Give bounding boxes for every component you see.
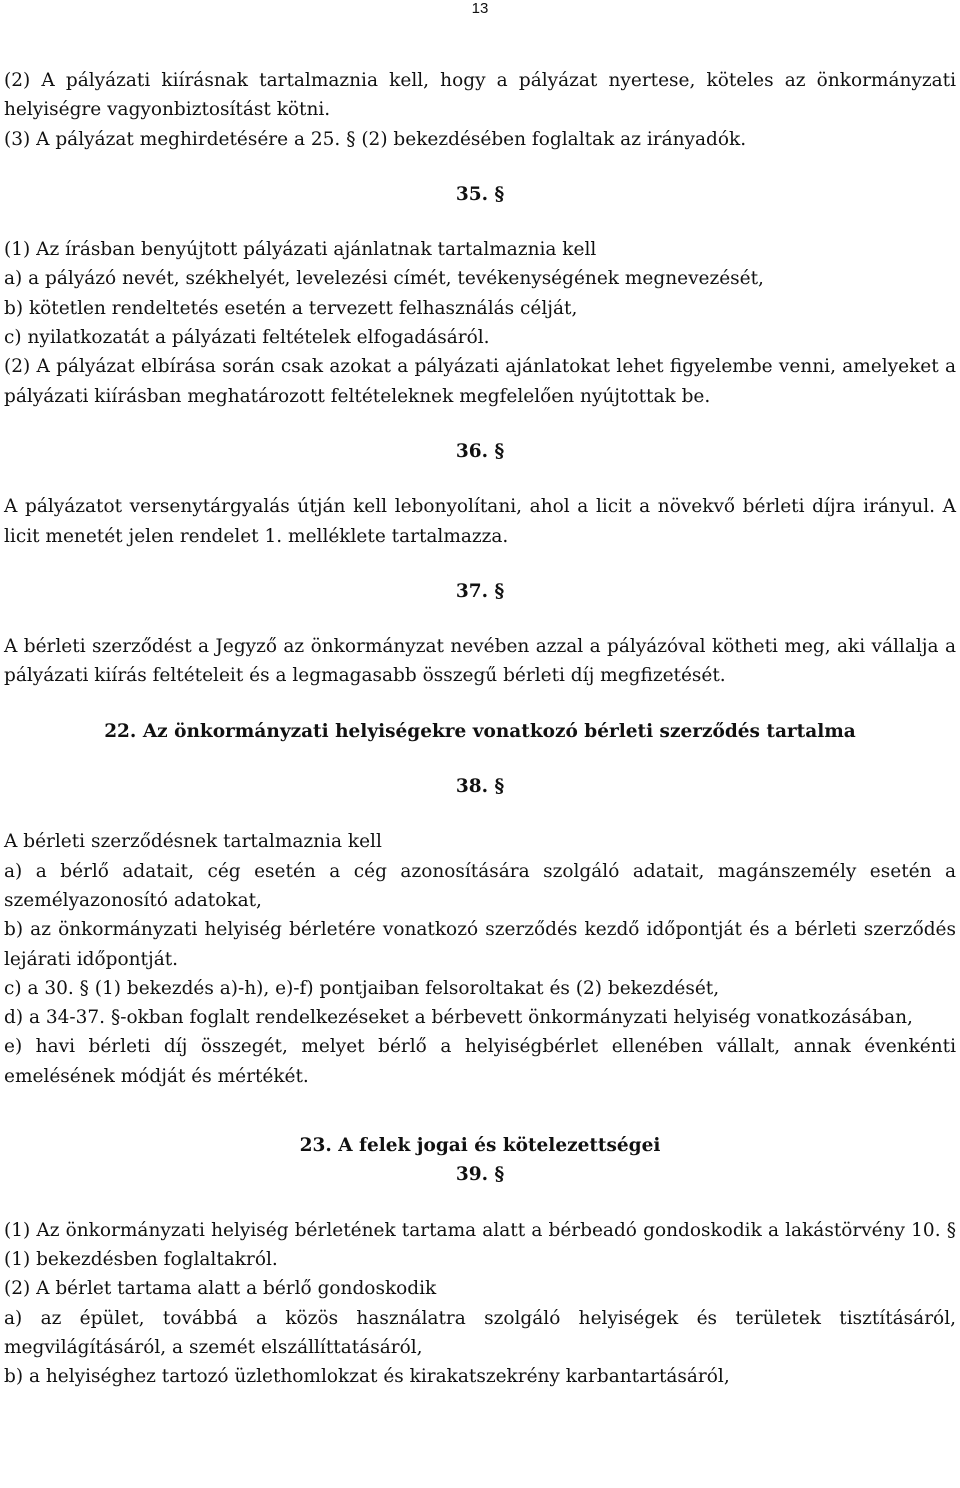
paragraph-35-c: c) nyilatkozatát a pályázati feltételek elfogadásáról.	[4, 327, 490, 349]
section-39-title: 39. §	[455, 1164, 505, 1186]
paragraph-36: A pályázatot versenytárgyalás útján kell lebonyolítani, ahol a licit a növekvő bérleti díjra irányul. A licit menetét jelen rendelet 1. melléklete tartalmazza.	[4, 496, 956, 547]
section-38-title: 38. §	[455, 776, 505, 798]
paragraph-35-1: (1) Az írásban benyújtott pályázati ajánlatnak tartalmaznia kell	[4, 239, 597, 261]
paragraph-39-a: a) az épület, továbbá a közös használatra szolgáló helyiségek és területek tisztításáról, megvilágításáról, a szemét elszállíttatásáról,	[4, 1307, 956, 1358]
paragraph-37: A bérleti szerződést a Jegyző az önkormányzat nevében azzal a pályázóval kötheti meg, aki vállalja a pályázati kiírás feltételeit és a legmagasabb összegű bérleti díj megfizetését.	[4, 636, 956, 687]
chapter-22-heading: 22. Az önkormányzati helyiségekre vonatkozó bérleti szerződés tartalma	[104, 720, 856, 742]
document-body	[4, 66, 956, 1391]
paragraph-38-c: c) a 30. § (1) bekezdés a)-h), e)-f) pontjaiban felsoroltakat és (2) bekezdését,	[4, 977, 720, 999]
paragraph-38-b: b) az önkormányzati helyiség bérletére vonatkozó szerződés kezdő időpontját és a bérleti szerződés lejárati időpontját.	[4, 919, 956, 970]
paragraph-34-3: (3) A pályázat meghirdetésére a 25. § (2) bekezdésében foglaltak az irányadók.	[4, 128, 747, 150]
paragraph-34-2: (2) A pályázati kiírásnak tartalmaznia kell, hogy a pályázat nyertese, köteles az önkormányzati helyiségre vagyonbiztosítást kötni.	[4, 70, 956, 121]
paragraph-35-a: a) a pályázó nevét, székhelyét, levelezési címét, tevékenységének megnevezését,	[4, 268, 764, 290]
section-35-title: 35. §	[455, 183, 505, 205]
section-36-title: 36. §	[455, 440, 505, 462]
paragraph-39-2: (2) A bérlet tartama alatt a bérlő gondoskodik	[4, 1278, 437, 1300]
paragraph-38-a: a) a bérlő adatait, cég esetén a cég azonosítására szolgáló adatait, magánszemély esetén a személyazonosító adatokat,	[4, 860, 956, 911]
paragraph-39-1: (1) Az önkormányzati helyiség bérletének tartama alatt a bérbeadó gondoskodik a lakástörvény 10. § (1) bekezdésben foglaltakról.	[4, 1219, 956, 1270]
paragraph-38-e: e) havi bérleti díj összegét, melyet bérlő a helyiségbérlet ellenében vállalt, annak évenkénti emelésének módját és mértékét.	[4, 1036, 956, 1087]
paragraph-35-2: (2) A pályázat elbírása során csak azokat a pályázati ajánlatokat lehet figyelembe venni, amelyeket a pályázati kiírásban meghatározott feltételeknek megfelelően nyújtottak be.	[4, 356, 956, 407]
chapter-23-heading: 23. A felek jogai és kötelezettségei	[299, 1135, 661, 1157]
paragraph-39-b: b) a helyiséghez tartozó üzlethomlokzat és kirakatszekrény karbantartásáról,	[4, 1366, 730, 1388]
section-37-title: 37. §	[455, 580, 505, 602]
paragraph-38-intro: A bérleti szerződésnek tartalmaznia kell	[4, 831, 382, 853]
paragraph-38-d: d) a 34-37. §-okban foglalt rendelkezéseket a bérbevett önkormányzati helyiség vonatkozásában,	[4, 1007, 913, 1029]
page-number: 13	[471, 0, 489, 17]
paragraph-35-b: b) kötetlen rendeltetés esetén a tervezett felhasználás célját,	[4, 297, 578, 319]
